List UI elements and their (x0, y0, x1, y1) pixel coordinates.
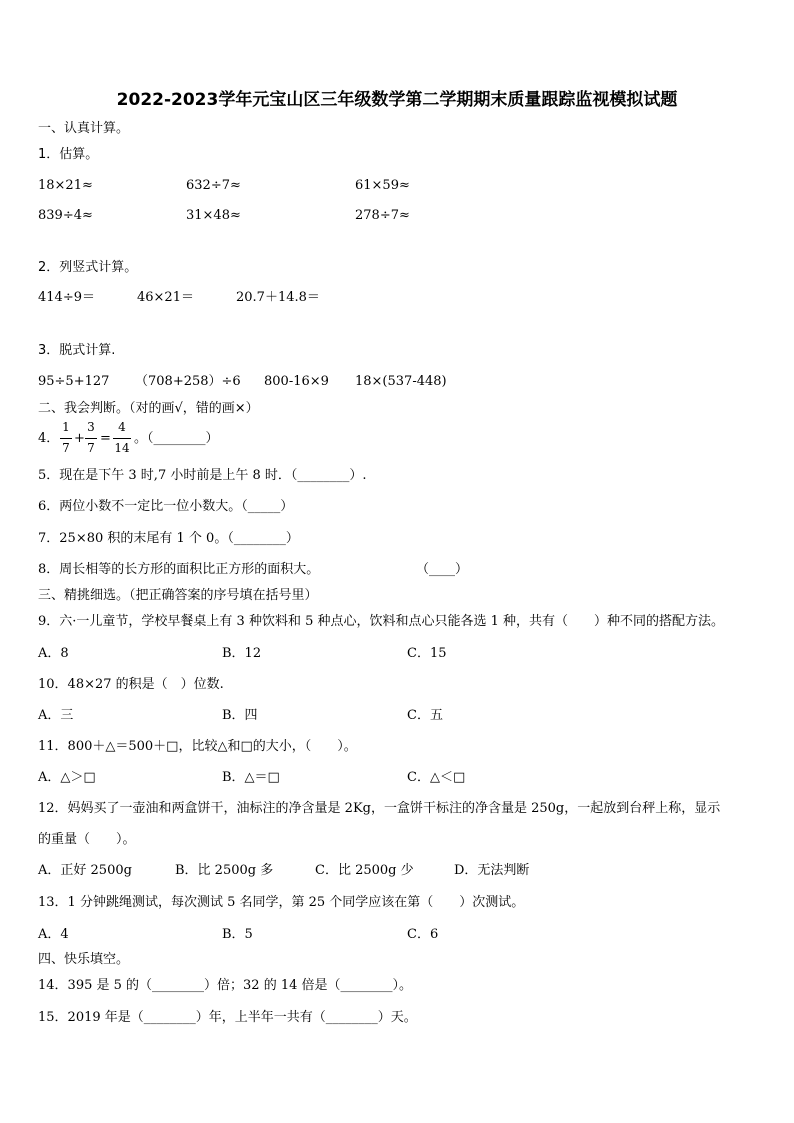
question-7: 7．25×80 积的末尾有 1 个 0。（________） (38, 531, 299, 546)
fraction-2-denominator: 7 (87, 441, 95, 455)
vertical-calc-item: 20.7＋14.8＝ (236, 290, 320, 305)
option-a: A．8 (38, 646, 69, 661)
stepwise-item: 800-16×9 (264, 374, 329, 389)
option-b: B．12 (222, 646, 262, 661)
question-13: 13．1 分钟跳绳测试，每次测试 5 名同学，第 25 个同学应该在第（ ）次测试。 (38, 895, 525, 910)
fraction-3-denominator: 14 (114, 441, 130, 455)
estimate-item: 18×21≈ (38, 178, 93, 193)
section-4-heading: 四、快乐填空。 (38, 952, 130, 967)
estimate-item: 61×59≈ (355, 178, 410, 193)
question-6: 6．两位小数不一定比一位小数大。（_____） (38, 499, 294, 514)
fraction-2-numerator: 3 (87, 420, 95, 434)
question-5: 5．现在是下午 3 时,7 小时前是上午 8 时．（________）. (38, 468, 367, 483)
question-4-number: 4． (38, 431, 60, 446)
option-c: C．五 (407, 708, 443, 723)
equals-sign: = (100, 431, 111, 446)
option-a: A．正好 2500g (38, 863, 132, 878)
option-c: C．15 (407, 646, 447, 661)
fraction-bar (60, 438, 72, 439)
question-8: 8．周长相等的长方形的面积比正方形的面积大。 (38, 562, 320, 577)
option-b: B．比 2500g 多 (175, 863, 274, 878)
option-a: A．4 (38, 927, 69, 942)
question-9: 9．六·一儿童节，学校早餐桌上有 3 种饮料和 5 种点心，饮料和点心只能各选 1 种，共有（ ）种不同的搭配方法。 (38, 614, 725, 629)
option-b: B．5 (222, 927, 253, 942)
option-b: B．△＝□ (222, 770, 280, 785)
option-b: B．四 (222, 708, 258, 723)
question-3-label: 3．脱式计算. (38, 343, 116, 358)
section-3-heading: 三、精挑细选。（把正确答案的序号填在括号里） (38, 588, 318, 603)
fraction-bar (85, 438, 97, 439)
estimate-item: 839÷4≈ (38, 208, 93, 223)
option-a: A．△＞□ (38, 770, 96, 785)
question-11: 11．800＋△＝500＋□，比较△和□的大小，（ ）。 (38, 739, 357, 754)
question-1-label: 1．估算。 (38, 147, 99, 162)
fraction-3-numerator: 4 (118, 420, 126, 434)
estimate-item: 632÷7≈ (186, 178, 241, 193)
plus-sign: + (74, 431, 85, 446)
stepwise-item: 95÷5+127 (38, 374, 110, 389)
option-a: A．三 (38, 708, 74, 723)
option-c: C．△＜□ (407, 770, 466, 785)
stepwise-item: 18×(537-448) (355, 374, 447, 389)
fraction-1-denominator: 7 (62, 441, 70, 455)
question-12-line-2: 的重量（ ）。 (38, 832, 136, 847)
fraction-bar (113, 438, 131, 439)
section-1-heading: 一、认真计算。 (38, 121, 130, 136)
estimate-item: 31×48≈ (186, 208, 241, 223)
estimate-item: 278÷7≈ (355, 208, 410, 223)
question-8-answer-blank: （____） (416, 562, 469, 577)
section-2-heading: 二、我会判断。（对的画√，错的画×） (38, 401, 259, 416)
option-c: C．6 (407, 927, 439, 942)
question-10: 10．48×27 的积是（ ）位数. (38, 677, 224, 692)
question-2-label: 2．列竖式计算。 (38, 260, 138, 275)
fraction-1-numerator: 1 (62, 420, 70, 434)
vertical-calc-item: 46×21＝ (137, 290, 194, 305)
option-c: C．比 2500g 少 (315, 863, 414, 878)
question-4-answer-blank: 。（________） (134, 431, 219, 446)
question-14: 14．395 是 5 的（________）倍；32 的 14 倍是（________）。 (38, 978, 413, 993)
stepwise-item: （708+258）÷6 (135, 374, 241, 389)
question-15: 15．2019 年是（________）年，上半年一共有（________）天。 (38, 1010, 417, 1025)
page-title: 2022-2023学年元宝山区三年级数学第二学期期末质量跟踪监视模拟试题 (116, 90, 678, 110)
option-d: D．无法判断 (454, 863, 530, 878)
question-12-line-1: 12．妈妈买了一壶油和两盒饼干，油标注的净含量是 2Kg，一盒饼干标注的净含量是 250g，一起放到台秤上称，显示 (38, 801, 721, 816)
vertical-calc-item: 414÷9＝ (38, 290, 95, 305)
